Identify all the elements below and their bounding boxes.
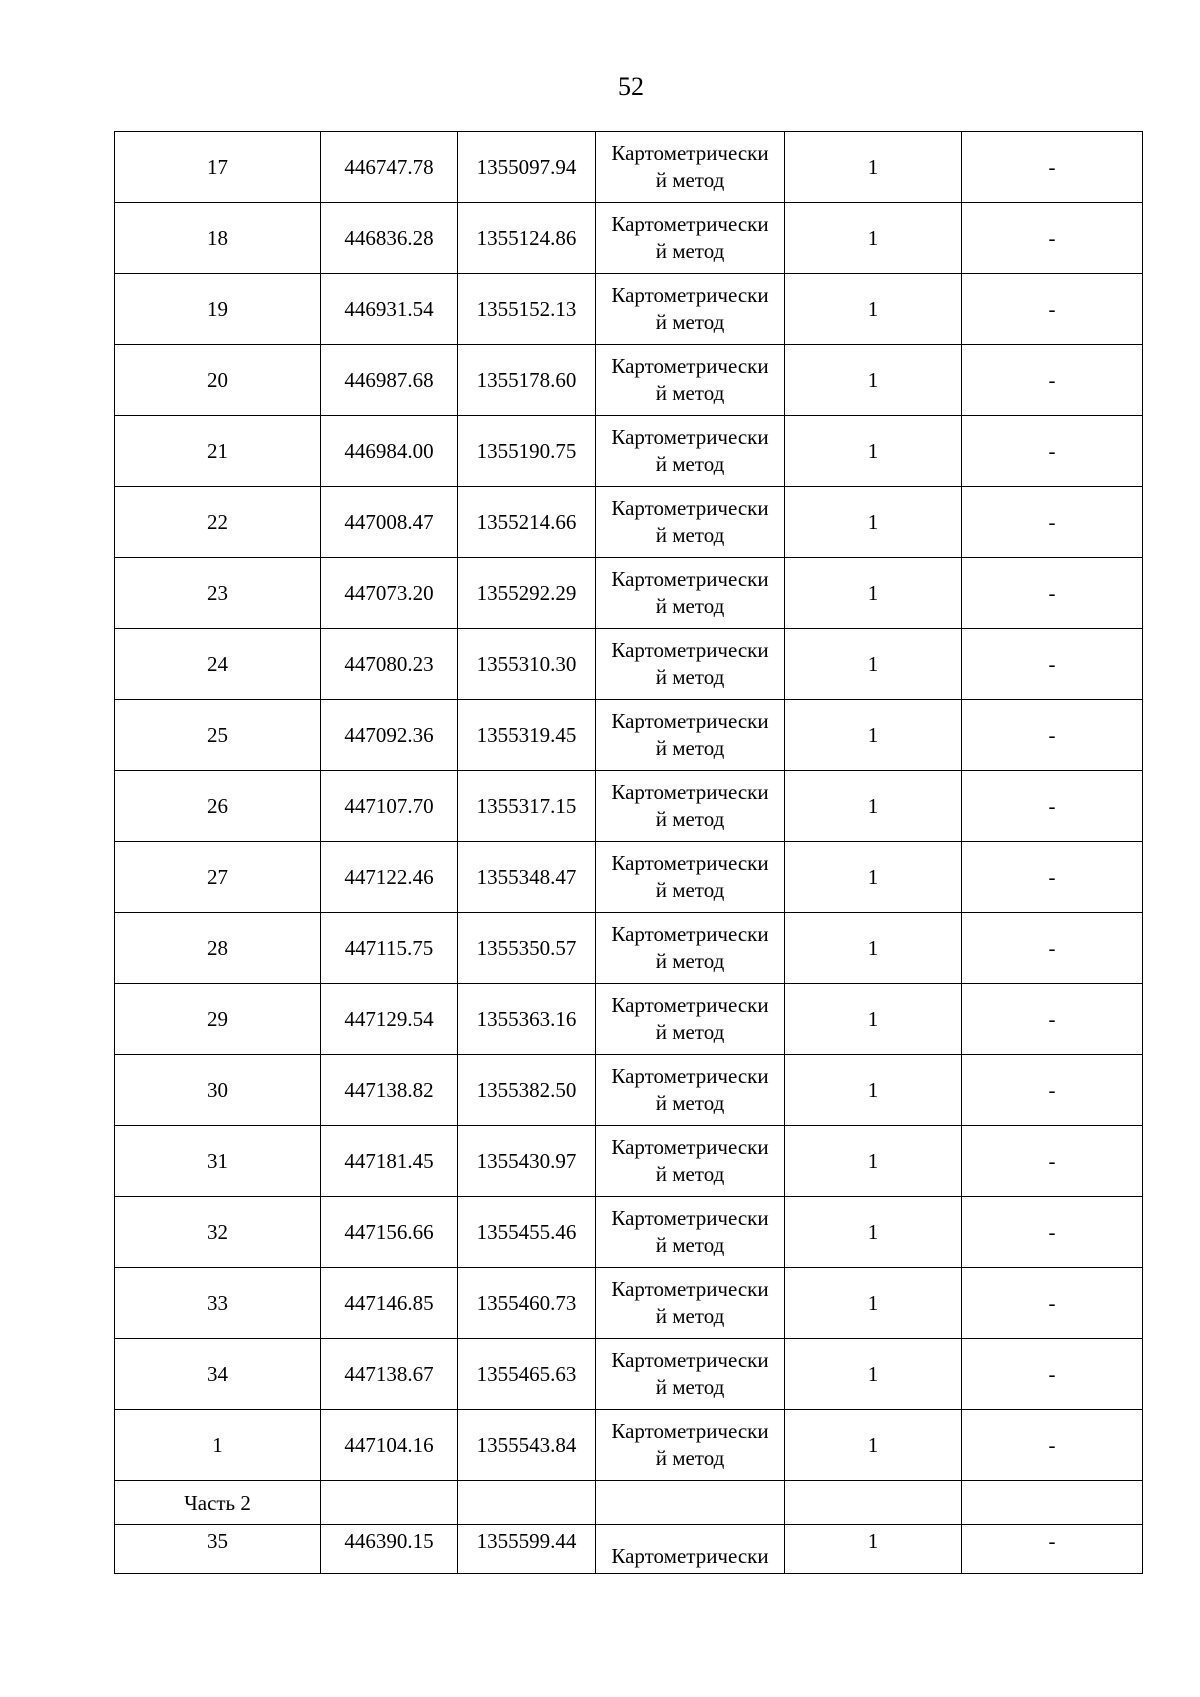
- method: [596, 132, 785, 203]
- accuracy: 1: [785, 700, 962, 771]
- note: -: [962, 629, 1143, 700]
- table-row: [115, 1410, 1143, 1481]
- method: [596, 771, 785, 842]
- empty-cell: [321, 1481, 458, 1525]
- note: -: [962, 842, 1143, 913]
- method: [596, 842, 785, 913]
- method-line: Картометрически: [611, 283, 769, 307]
- method-line: Картометрически: [611, 1277, 769, 1301]
- note: -: [962, 771, 1143, 842]
- coord-x: 447138.67: [321, 1339, 458, 1410]
- method-line: Картометрически: [611, 1206, 769, 1230]
- method-line: Картометрически: [611, 1135, 769, 1159]
- method-line: й метод: [655, 665, 725, 689]
- section-row: [115, 1481, 1143, 1525]
- empty-cell: [596, 1481, 785, 1525]
- note: -: [962, 1268, 1143, 1339]
- coord-x: 447115.75: [321, 913, 458, 984]
- point-number: 21: [115, 416, 321, 487]
- note: -: [962, 132, 1143, 203]
- coord-y: 1355348.47: [458, 842, 596, 913]
- coord-y: 1355152.13: [458, 274, 596, 345]
- accuracy: 1: [785, 487, 962, 558]
- table-row: [115, 1268, 1143, 1339]
- method: [596, 203, 785, 274]
- point-number: 26: [115, 771, 321, 842]
- method-line: й метод: [655, 1020, 725, 1044]
- accuracy: 1: [785, 913, 962, 984]
- method-line: й метод: [655, 736, 725, 760]
- accuracy: 1: [785, 771, 962, 842]
- table-row: [115, 274, 1143, 345]
- method-line: Картометрически: [611, 780, 769, 804]
- empty-cell: [458, 1481, 596, 1525]
- accuracy: 1: [785, 1055, 962, 1126]
- method: [596, 629, 785, 700]
- method-line: Картометрически: [611, 354, 769, 378]
- coord-x: 446984.00: [321, 416, 458, 487]
- point-number: 27: [115, 842, 321, 913]
- coord-x: 447073.20: [321, 558, 458, 629]
- point-number: 32: [115, 1197, 321, 1268]
- accuracy: 1: [785, 1410, 962, 1481]
- table-row: [115, 1126, 1143, 1197]
- point-number: 1: [115, 1410, 321, 1481]
- method: [596, 1339, 785, 1410]
- accuracy: 1: [785, 416, 962, 487]
- note: -: [962, 1055, 1143, 1126]
- method: [596, 913, 785, 984]
- page-number: 52: [618, 72, 644, 101]
- method: [596, 416, 785, 487]
- accuracy: 1: [785, 203, 962, 274]
- accuracy: 1: [785, 1525, 962, 1574]
- point-number: 18: [115, 203, 321, 274]
- method-line: Картометрически: [611, 212, 769, 236]
- coord-y: 1355190.75: [458, 416, 596, 487]
- coord-y: 1355455.46: [458, 1197, 596, 1268]
- point-number: 19: [115, 274, 321, 345]
- method-line: Картометрически: [611, 638, 769, 662]
- note: -: [962, 913, 1143, 984]
- method-line: й метод: [655, 310, 725, 334]
- method: [596, 1525, 785, 1574]
- accuracy: 1: [785, 842, 962, 913]
- coord-x: 447129.54: [321, 984, 458, 1055]
- coord-x: 446987.68: [321, 345, 458, 416]
- note: -: [962, 1197, 1143, 1268]
- method-line: й метод: [655, 523, 725, 547]
- table-row: [115, 984, 1143, 1055]
- point-number: 25: [115, 700, 321, 771]
- method: [596, 1268, 785, 1339]
- coord-y: 1355178.60: [458, 345, 596, 416]
- method: [596, 1126, 785, 1197]
- point-number: 33: [115, 1268, 321, 1339]
- coord-x: 447008.47: [321, 487, 458, 558]
- method-line: Картометрически: [611, 1544, 769, 1568]
- table-row: [115, 132, 1143, 203]
- coord-y: 1355543.84: [458, 1410, 596, 1481]
- method: [596, 984, 785, 1055]
- table-row: [115, 700, 1143, 771]
- point-number: 22: [115, 487, 321, 558]
- empty-cell: [785, 1481, 962, 1525]
- method-line: й метод: [655, 1304, 725, 1328]
- coord-y: 1355599.44: [458, 1525, 596, 1574]
- coord-x: 447080.23: [321, 629, 458, 700]
- note: -: [962, 1525, 1143, 1574]
- table-row: [115, 345, 1143, 416]
- method-line: й метод: [655, 168, 725, 192]
- method-line: й метод: [655, 878, 725, 902]
- table-row: [115, 203, 1143, 274]
- accuracy: 1: [785, 1339, 962, 1410]
- method: [596, 274, 785, 345]
- method: [596, 345, 785, 416]
- accuracy: 1: [785, 1126, 962, 1197]
- method-line: й метод: [655, 1233, 725, 1257]
- point-number: 29: [115, 984, 321, 1055]
- method-line: Картометрически: [611, 1419, 769, 1443]
- coord-y: 1355382.50: [458, 1055, 596, 1126]
- point-number: 30: [115, 1055, 321, 1126]
- coord-y: 1355310.30: [458, 629, 596, 700]
- accuracy: 1: [785, 345, 962, 416]
- method-line: й метод: [655, 1162, 725, 1186]
- table-row: [115, 416, 1143, 487]
- method-line: Картометрически: [611, 567, 769, 591]
- accuracy: 1: [785, 132, 962, 203]
- accuracy: 1: [785, 274, 962, 345]
- note: -: [962, 558, 1143, 629]
- note: -: [962, 345, 1143, 416]
- point-number: 23: [115, 558, 321, 629]
- note: -: [962, 416, 1143, 487]
- method-line: Картометрически: [611, 993, 769, 1017]
- method-line: й метод: [655, 1091, 725, 1115]
- note: -: [962, 1126, 1143, 1197]
- method-line: Картометрически: [611, 851, 769, 875]
- table-row: [115, 1055, 1143, 1126]
- method-line: й метод: [655, 1446, 725, 1470]
- method-line: й метод: [655, 807, 725, 831]
- method-line: й метод: [655, 1375, 725, 1399]
- table-row: [115, 1197, 1143, 1268]
- note: -: [962, 1410, 1143, 1481]
- method-line: Картометрически: [611, 141, 769, 165]
- point-number: 28: [115, 913, 321, 984]
- table-row: [115, 842, 1143, 913]
- method-line: й метод: [655, 452, 725, 476]
- table-row: [115, 1525, 1143, 1574]
- accuracy: 1: [785, 1268, 962, 1339]
- method: [596, 1055, 785, 1126]
- method-line: й метод: [655, 239, 725, 263]
- method-line: Картометрически: [611, 709, 769, 733]
- accuracy: 1: [785, 1197, 962, 1268]
- coord-y: 1355124.86: [458, 203, 596, 274]
- coord-x: 446931.54: [321, 274, 458, 345]
- method: [596, 1410, 785, 1481]
- method: [596, 700, 785, 771]
- table-body: [115, 132, 1143, 1574]
- coord-y: 1355292.29: [458, 558, 596, 629]
- method-line: Картометрически: [611, 922, 769, 946]
- coord-x: 446390.15: [321, 1525, 458, 1574]
- coord-x: 447104.16: [321, 1410, 458, 1481]
- coord-x: 446836.28: [321, 203, 458, 274]
- section-label: Часть 2: [115, 1481, 321, 1525]
- coord-y: 1355460.73: [458, 1268, 596, 1339]
- coord-y: 1355214.66: [458, 487, 596, 558]
- table-row: [115, 1339, 1143, 1410]
- method-line: Картометрически: [611, 1348, 769, 1372]
- method: [596, 558, 785, 629]
- accuracy: 1: [785, 984, 962, 1055]
- coord-x: 447181.45: [321, 1126, 458, 1197]
- point-number: 17: [115, 132, 321, 203]
- coord-x: 447146.85: [321, 1268, 458, 1339]
- coord-y: 1355465.63: [458, 1339, 596, 1410]
- table-row: [115, 487, 1143, 558]
- table-row: [115, 771, 1143, 842]
- method-line: Картометрически: [611, 1064, 769, 1088]
- table-row: [115, 913, 1143, 984]
- coord-y: 1355317.15: [458, 771, 596, 842]
- coord-y: 1355097.94: [458, 132, 596, 203]
- coord-x: 447122.46: [321, 842, 458, 913]
- point-number: 31: [115, 1126, 321, 1197]
- coord-x: 447107.70: [321, 771, 458, 842]
- note: -: [962, 1339, 1143, 1410]
- coord-x: 447092.36: [321, 700, 458, 771]
- note: -: [962, 487, 1143, 558]
- coord-y: 1355363.16: [458, 984, 596, 1055]
- coord-x: 447138.82: [321, 1055, 458, 1126]
- empty-cell: [962, 1481, 1143, 1525]
- accuracy: 1: [785, 558, 962, 629]
- coord-y: 1355350.57: [458, 913, 596, 984]
- point-number: 20: [115, 345, 321, 416]
- note: -: [962, 984, 1143, 1055]
- table-row: [115, 558, 1143, 629]
- coord-x: 446747.78: [321, 132, 458, 203]
- method-line: Картометрически: [611, 425, 769, 449]
- point-number: 35: [115, 1525, 321, 1574]
- point-number: 24: [115, 629, 321, 700]
- coord-y: 1355430.97: [458, 1126, 596, 1197]
- method-line: й метод: [655, 594, 725, 618]
- method-line: й метод: [655, 381, 725, 405]
- point-number: 34: [115, 1339, 321, 1410]
- method-line: й метод: [655, 949, 725, 973]
- method: [596, 487, 785, 558]
- note: -: [962, 203, 1143, 274]
- table-row: [115, 629, 1143, 700]
- coordinates-table: [114, 131, 1143, 1574]
- note: -: [962, 274, 1143, 345]
- method-line: Картометрически: [611, 496, 769, 520]
- note: -: [962, 700, 1143, 771]
- coord-x: 447156.66: [321, 1197, 458, 1268]
- accuracy: 1: [785, 629, 962, 700]
- method: [596, 1197, 785, 1268]
- coord-y: 1355319.45: [458, 700, 596, 771]
